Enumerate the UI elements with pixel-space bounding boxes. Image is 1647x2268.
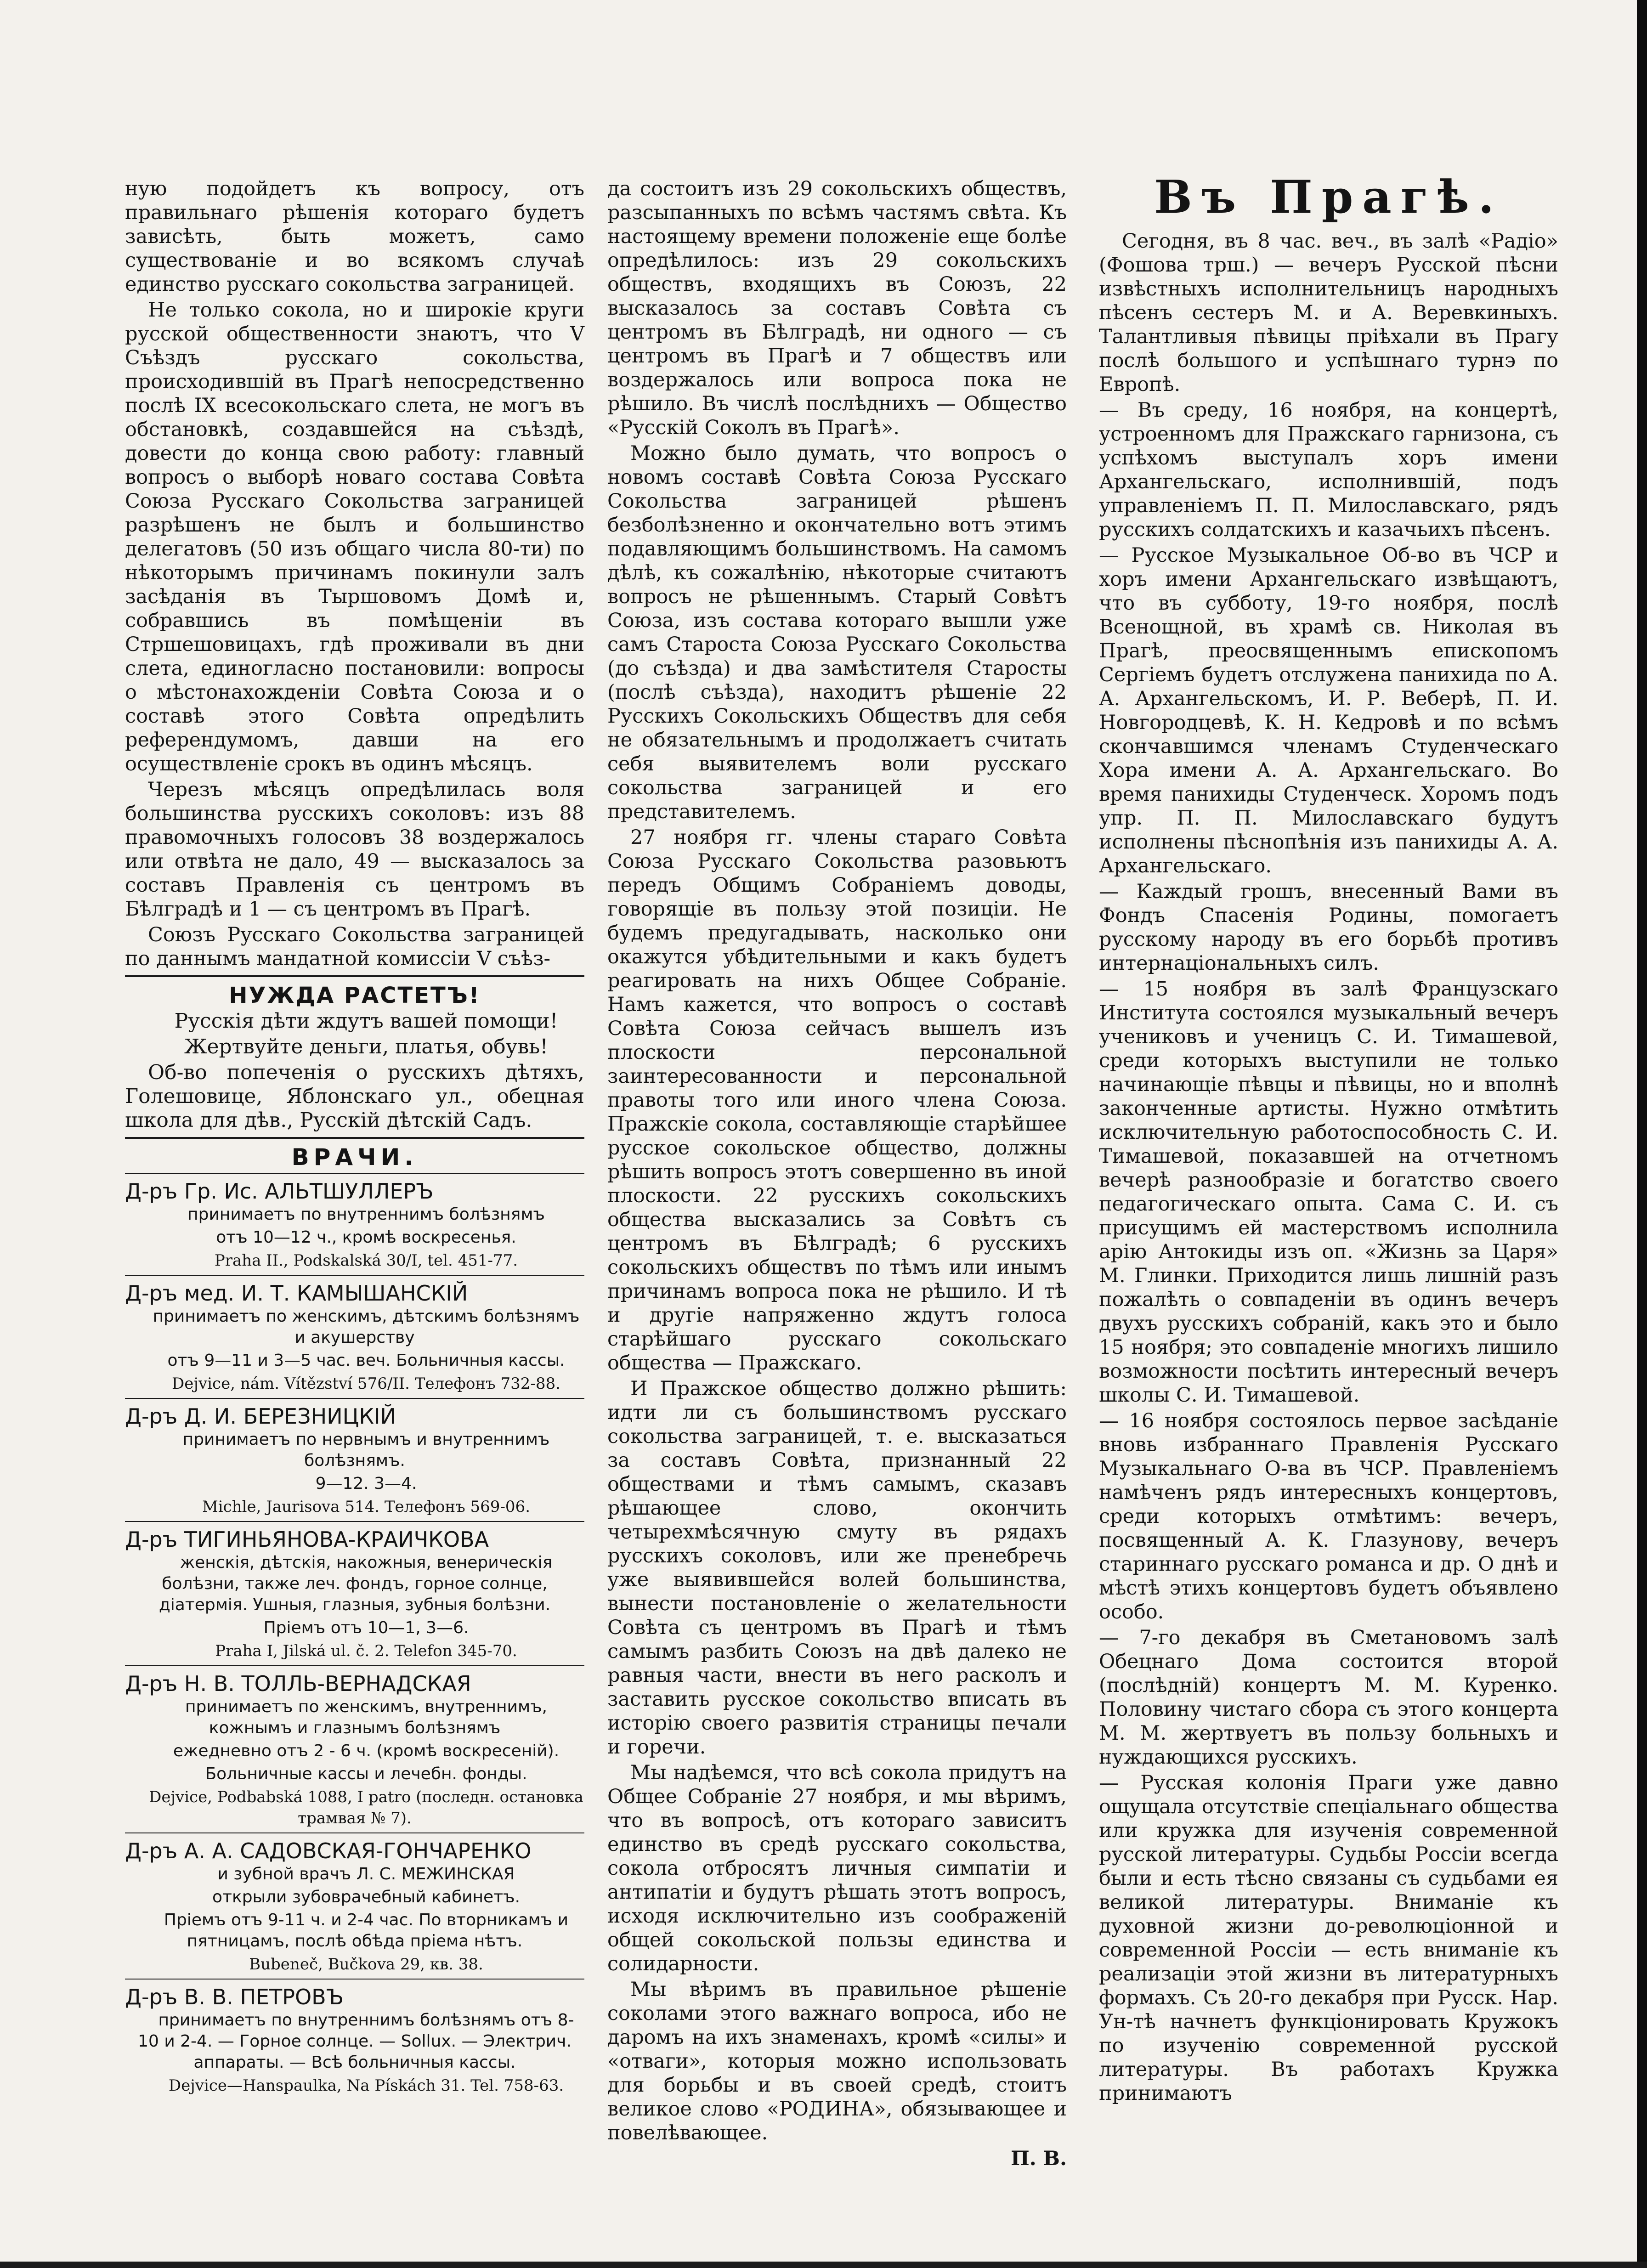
doctor-ad (125, 1527, 584, 1662)
doctor-ad-line: принимаетъ по внутреннимъ болѣзнямъ отъ 8-10 и 2-4. — Горное солнце. — Sollux. — Электрич. аппараты. — Всѣ больничныя кассы. (138, 2011, 574, 2072)
appeal-line: Русскія дѣти ждутъ вашей помощи! (174, 1009, 558, 1033)
doctor-address: Dejvice, Podbabská 1088, I patro (последн. остановка трамвая № 7). (149, 1788, 583, 1827)
article-paragraph: Мы вѣримъ въ правильное рѣшеніе соколами этого важнаго вопроса, ибо не даромъ на ихъ знаменахъ, кромѣ «силы» и «отваги», которыя можно использовать для борьбы и въ своей средѣ, стоитъ великое слово «РОДИНА», обязывающее и повелѣвающее. (607, 1978, 1067, 2144)
article-signature: П. В. (1011, 2147, 1067, 2170)
doctor-ad (125, 1403, 584, 1517)
appeal-line: Об-во попеченія о русскихъ дѣтяхъ, Голешовице, Яблонскаго ул., обецная школа для дѣв., Русскій дѣтскій Садъ. (125, 1061, 584, 1132)
doctor-ad-line: Пріемъ отъ 9-11 ч. и 2-4 час. По вторникамъ и пятницамъ, послѣ обѣда пріема нѣтъ. (164, 1911, 569, 1951)
doctor-ad (125, 1178, 584, 1271)
divider (125, 1137, 584, 1139)
doctor-address: Michle, Jaurisova 514. Телефонъ 569-06. (202, 1498, 531, 1516)
article-paragraph: Черезъ мѣсяцъ опредѣлилась воля большинства русскихъ соколовъ: изъ 88 правомочныхъ голосовъ 38 воздержалось или отвѣта не дало, 49 — высказалось за составъ Правленія съ центромъ въ Бѣлградѣ и 1 — съ центромъ въ Прагѣ. (125, 778, 584, 921)
article-paragraph: Можно было думать, что вопросъ о новомъ составѣ Совѣта Союза Русскаго Сокольства заграницей рѣшенъ безболѣзненно и окончательно вотъ этимъ подавляющимъ большинствомъ. На самомъ дѣлѣ, къ сожалѣнію, нѣкоторые считаютъ вопросъ не рѣшеннымъ. Старый Совѣтъ Союза, изъ состава котораго вышли уже самъ Староста Союза Русскаго Сокольства (до съѣзда) и два замѣстителя Старосты (послѣ съѣзда), находитъ рѣшеніе 22 Русскихъ Сокольскихъ Обществъ для себя не обязательнымъ и продолжаетъ считать себя выявителемъ воли русскаго сокольства заграницей и его представителемъ. (607, 442, 1067, 823)
news-paragraph: — Русское Музыкальное Об-во въ ЧСР и хоръ имени Архангельскаго извѣщаютъ, что въ субботу, 19-го ноября, послѣ Всенощной, въ храмѣ св. Николая въ Прагѣ, преосвященнымъ епископомъ Сергіемъ будетъ отслужена панихида по А. А. Архангельскомъ, И. Р. Веберѣ, П. И. Новгородцевѣ, К. Н. Кедровѣ и по всѣмъ скончавшимся членамъ Студенческаго Хора имени А. А. Архангельскаго. Во время панихиды Студенческ. Хоромъ подъ упр. П. П. Милославскаго будутъ исполнены пѣснопѣнія изъ панихиды А. А. Архангельскаго. (1099, 544, 1558, 877)
news-paragraph: — 16 ноября состоялось первое засѣданіе вновь избраннаго Правленія Русскаго Музыкальнаго О-ва въ ЧСР. Правленіемъ намѣченъ рядъ интересныхъ концертовъ, среди которыхъ отмѣтимъ: вечеръ, посвященный А. К. Глазунову, вечеръ стариннаго русскаго романса и др. О днѣ и мѣстѣ этихъ концертовъ будетъ объявлено особо. (1099, 1409, 1558, 1623)
article-paragraph: ную подойдетъ къ вопросу, отъ правильнаго рѣшенія котораго будетъ зависѣть, быть можетъ, само существованіе и во всякомъ случаѣ единство русскаго сокольства заграницей. (125, 177, 584, 296)
doctor-ad-line: и зубной врачъ Л. С. МЕЖИНСКАЯ (217, 1865, 515, 1883)
news-paragraph: — 7-го декабря въ Сметановомъ залѣ Обецнаго Дома состоится второй (послѣдній) концертъ М. М. Куренко. Половину чистаго сбора съ этого концерта М. М. жертвуетъ въ пользу больныхъ и нуждающихся русскихъ. (1099, 1626, 1558, 1769)
scan-edge-right (1637, 0, 1647, 2268)
doctor-ad-line: принимаетъ по женскимъ, внутреннимъ, кожнымъ и глазнымъ болѣзнямъ (185, 1697, 547, 1737)
doctor-ad (125, 1671, 584, 1829)
doctor-address: Praha I, Jilská ul. č. 2. Telefon 345-70. (215, 1642, 517, 1660)
doctor-ad-line: отъ 10—12 ч., кромѣ воскресенья. (216, 1228, 516, 1247)
news-paragraph: — 15 ноября въ залѣ Французскаго Института состоялся музыкальный вечеръ учениковъ и ученицъ С. И. Тимашевой, среди которыхъ выступили не только начинающіе пѣвцы и пѣвицы, но и вполнѣ законченные артисты. Нужно отмѣтить исключительную работоспособность С. И. Тимашевой, показавшей на отчетномъ вечерѣ разнообразіе и богатство своего педагогическаго опыта. Сама С. И. съ присущимъ ей мастерствомъ исполнила арію Антокиды изъ оп. «Жизнь за Царя» М. Глинки. Приходится лишь лишній разъ пожалѣть о совпаденіи въ одинъ вечеръ двухъ русскихъ собраній, какъ это и было 15 ноября; это совпаденіе многихъ лишило возможности посѣтить интересный вечеръ школы С. И. Тимашевой. (1099, 978, 1558, 1407)
divider (125, 1173, 584, 1174)
column-3 (1099, 172, 1558, 2129)
news-paragraph: — Русская колонія Праги уже давно ощущала отсутствіе спеціальнаго общества или кружка для изученія современной русской литературы. Судьбы Россіи всегда были и есть тѣсно связаны съ судьбами ея великой литературы. Вниманіе къ духовной жизни до-революціонной и современной Россіи — есть вниманіе къ реализаціи этой жизни въ литературныхъ формахъ. Съ 20-го декабря при Русск. Нар. Ун-тѣ начнетъ функціонировать Кружокъ по изученію современной русской литературы. Въ работахъ Кружка принимаютъ (1099, 1771, 1558, 2105)
doctor-address: Praha II., Podskalská 30/I, tel. 451-77. (214, 1251, 518, 1270)
doctor-ad-line: 9—12. 3—4. (315, 1474, 417, 1493)
doctor-ad-line: ежедневно отъ 2 - 6 ч. (кромѣ воскресеній). (173, 1742, 560, 1760)
divider (125, 1665, 584, 1666)
divider (125, 1275, 584, 1276)
section-headline: Въ Прагѣ. (1154, 171, 1503, 224)
divider (125, 975, 584, 977)
doctor-address: Bubeneč, Bučkova 29, кв. 38. (249, 1955, 483, 1974)
doctor-address: Dejvice—Hanspaulka, Na Pískách 31. Tel. 758-63. (168, 2076, 564, 2095)
doctor-ad-line: Пріемъ отъ 10—1, 3—6. (263, 1618, 469, 1637)
doctor-name: Д-ръ ТИГИНЬЯНОВА-КРАИЧКОВА (125, 1527, 489, 1552)
news-paragraph: Сегодня, въ 8 час. веч., въ залѣ «Радіо» (Фошова трш.) — вечеръ Русской пѣсни извѣстныхъ исполнительницъ народныхъ пѣсенъ сестеръ М. и А. Веревкиныхъ. Талантливыя пѣвицы пріѣхали въ Прагу послѣ большого и успѣшнаго турнэ по Европѣ. (1099, 230, 1558, 396)
news-paragraph: — Каждый грошъ, внесенный Вами въ Фондъ Спасенія Родины, помогаетъ русскому народу въ его борьбѣ противъ интернаціональныхъ силъ. (1099, 880, 1558, 975)
doctor-name: Д-ръ А. А. САДОВСКАЯ-ГОНЧАРЕНКО (125, 1838, 532, 1863)
doctor-ad-line: женскія, дѣтскія, накожныя, венерическія болѣзни, также леч. фондъ, горное солнце, діатермія. Ушныя, глазныя, зубныя болѣзни. (158, 1553, 553, 1614)
doctor-ad (125, 1838, 584, 1975)
doctor-ad-line: принимаетъ по нервнымъ и внутреннимъ болѣзнямъ. (182, 1430, 550, 1470)
divider (125, 1398, 584, 1399)
doctor-ad-line: открыли зубоврачебный кабинетъ. (212, 1888, 521, 1906)
doctor-name: Д-ръ Н. В. ТОЛЛЬ-ВЕРНАДСКАЯ (125, 1671, 471, 1696)
divider (125, 1979, 584, 1980)
doctors-section-title: ВРАЧИ. (291, 1144, 418, 1171)
doctor-ad-line: Больничные кассы и лечебн. фонды. (205, 1765, 527, 1783)
article-paragraph: да состоитъ изъ 29 сокольскихъ обществъ, разсыпанныхъ по всѣмъ частямъ свѣта. Къ настоящему времени положеніе еще болѣе опредѣлилось: изъ 29 сокольскихъ обществъ, входящихъ въ Союзъ, 22 высказалось за составъ Совѣта съ центромъ въ Бѣлградѣ, ни одного — съ центромъ въ Прагѣ и 7 обществъ или воздержалось или вопроса пока не рѣшило. Въ числѣ послѣднихъ — Общество «Русскій Соколъ въ Прагѣ». (607, 177, 1067, 439)
doctor-ad (125, 1984, 584, 2096)
doctors-list (125, 1178, 584, 2096)
doctor-name: Д-ръ Д. И. БЕРЕЗНИЦКІЙ (125, 1404, 396, 1429)
column-1 (125, 177, 584, 2134)
article-paragraph: 27 ноября гг. члены стараго Совѣта Союза Русскаго Сокольства разовьютъ передъ Общимъ Собраніемъ доводы, говорящіе въ пользу этой позиціи. Не будемъ предугадывать, насколько они окажутся убѣдительными и какъ будетъ реагировать на нихъ Общее Собраніе. Намъ кажется, что вопросъ о составѣ Совѣта Союза сейчасъ вышелъ изъ плоскости персональной заинтересованности и персональной правоты того или иного члена Союза. Пражскіе сокола, составляющіе старѣйшее русское сокольское общество, должны рѣшить вопросъ этотъ совершенно въ иной плоскости. 22 русскихъ сокольскихъ общества высказались за Совѣтъ съ центромъ въ Бѣлградѣ; 6 русскихъ сокольскихъ обществъ по тѣмъ или инымъ причинамъ вопроса пока не рѣшило. И тѣ и другіе напряженно ждутъ голоса старѣйшаго русскаго сокольскаго общества — Пражскаго. (607, 826, 1067, 1374)
appeal-box (125, 984, 584, 1132)
article-paragraph: Союзъ Русскаго Сокольства заграницей по даннымъ мандатной комиссіи V съѣз- (125, 923, 584, 970)
divider (125, 1521, 584, 1522)
doctor-ad-line: принимаетъ по женскимъ, дѣтскимъ болѣзнямъ и акушерству (153, 1307, 580, 1347)
article-paragraph: И Пражское общество должно рѣшить: идти ли съ большинствомъ русскаго сокольства заграницей, т. е. высказаться за составъ Совѣта, признанный 22 обществами и тѣмъ самымъ, сказавъ рѣшающее слово, окончить четырехмѣсячную смуту въ рядахъ русскихъ соколовъ, или же пренебречь уже выявившейся волей большинства, вынести постановленіе о желательности Совѣта съ центромъ въ Прагѣ и тѣмъ самымъ разбить Союзъ на двѣ далеко не равныя части, внести въ него расколъ и заставить русское сокольство вписать въ исторію своего развитія страницы печали и горечи. (607, 1377, 1067, 1759)
appeal-line: Жертвуйте деньги, платья, обувь! (184, 1035, 548, 1058)
divider (125, 1832, 584, 1833)
doctor-name: Д-ръ В. В. ПЕТРОВЪ (125, 1985, 344, 2009)
article-paragraph: Мы надѣемся, что всѣ сокола придутъ на Общее Собраніе 27 ноября, и мы вѣримъ, что въ вопросѣ, отъ котораго зависитъ единство въ средѣ русскаго сокольства, сокола отбросятъ личныя симпатіи и антипатіи и будутъ рѣшать этотъ вопросъ, исходя исключительно изъ соображеній общей сокольской пользы единства и солидарности. (607, 1761, 1067, 1975)
scan-edge-bottom (0, 2262, 1647, 2268)
doctor-ad-line: принимаетъ по внутреннимъ болѣзнямъ (187, 1205, 545, 1224)
doctor-ad-line: отъ 9—11 и 3—5 час. веч. Больничныя кассы. (167, 1351, 565, 1370)
doctor-address: Dejvice, nám. Vítězství 576/II. Телефонъ 732-88. (172, 1374, 560, 1393)
doctor-ad (125, 1280, 584, 1394)
doctor-name: Д-ръ мед. И. Т. КАМЫШАНСКІЙ (125, 1281, 468, 1306)
article-paragraph: Не только сокола, но и широкіе круги русской общественности знаютъ, что V Съѣздъ русскаго сокольства, происходившій въ Прагѣ непосредственно послѣ IX всесокольскаго слета, не могъ въ обстановкѣ, создавшейся на съѣздѣ, довести до конца свою работу: главный вопросъ о выборѣ новаго состава Совѣта Союза Русскаго Сокольства заграницей разрѣшенъ не былъ и большинство делегатовъ (50 изъ общаго числа 80-ти) по нѣкоторымъ причинамъ покинули залъ засѣданія въ Тыршовомъ Домѣ и, собравшись въ помѣщеніи въ Стршешовицахъ, гдѣ проживали въ дни слета, единогласно постановили: вопросы о мѣстонахожденіи Совѣта Союза и о составѣ этого Совѣта опредѣлить референдумомъ, давши на его осуществленіе срокъ въ одинъ мѣсяцъ. (125, 299, 584, 775)
column-2 (607, 177, 1067, 2170)
news-paragraph: — Въ среду, 16 ноября, на концертѣ, устроенномъ для Пражскаго гарнизона, съ успѣхомъ выступалъ хоръ имени Архангельскаго, исполнившій, подъ управленіемъ П. П. Милославскаго, рядъ русскихъ солдатскихъ и казачьихъ пѣсенъ. (1099, 399, 1558, 541)
appeal-title: НУЖДА РАСТЕТЪ! (229, 983, 481, 1008)
doctor-name: Д-ръ Гр. Ис. АЛЬТШУЛЛЕРЪ (125, 1179, 434, 1204)
